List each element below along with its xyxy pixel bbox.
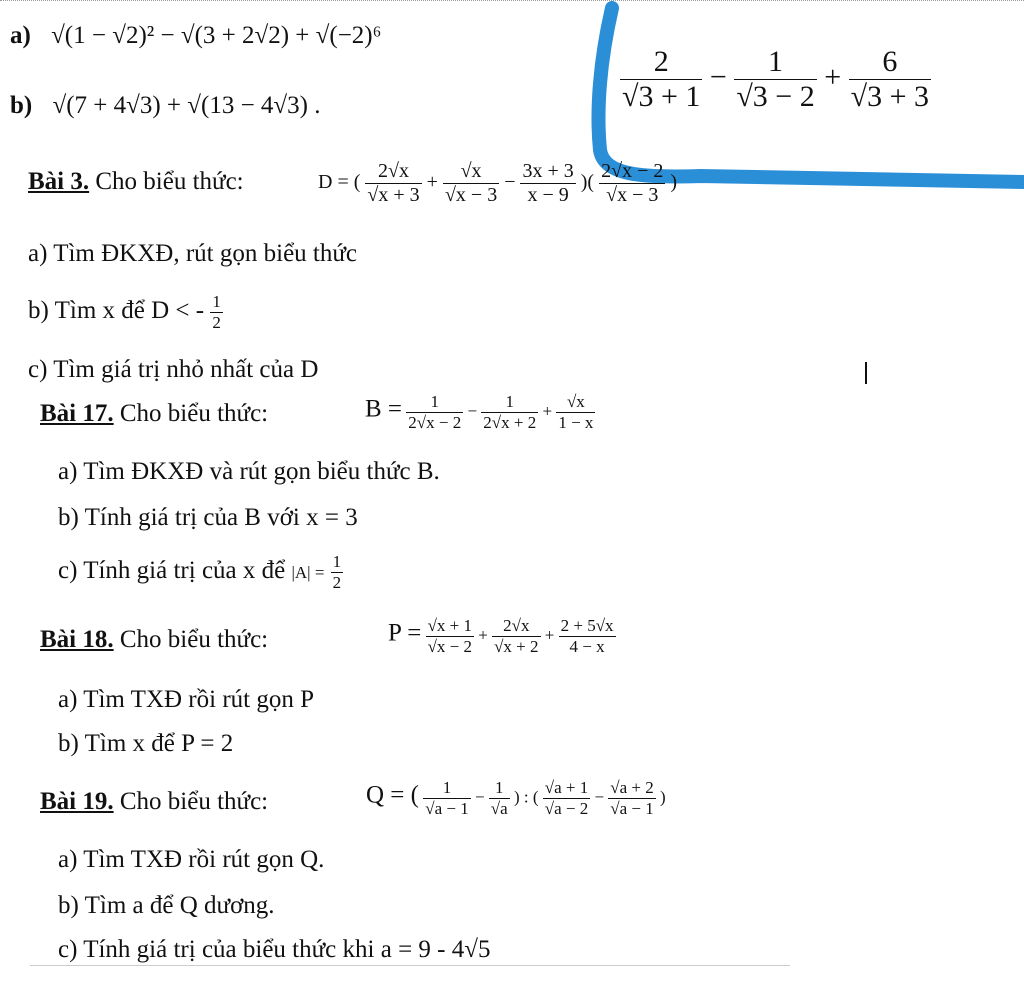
bai18-fraction-2 — [492, 616, 540, 657]
bai18-header — [40, 626, 268, 654]
bai3-f4-den: √x − 3 — [606, 184, 659, 206]
bai17-f3-den: 1 − x — [558, 413, 594, 432]
bai17-c-den: 2 — [332, 573, 342, 592]
bai17-fraction-1 — [406, 392, 463, 433]
bai18-f2-den: √x + 2 — [494, 637, 539, 656]
bai3-part-c: c) Tìm giá trị nhỏ nhất của D — [28, 356, 319, 383]
bai3-part-b — [28, 292, 223, 333]
bai3-f4-num: 2√x − 2 — [601, 160, 664, 182]
bai19-f4-den: √a − 1 — [610, 799, 654, 818]
bai17-formula: B = $\frac{1}{2√x - 2}$ − $\frac{1}{2√x + 2}$ + $\frac{√x}{1 - x}$ — [365, 392, 594, 432]
bai19-end: ) — [660, 787, 666, 807]
bai19-mid: ) : ( — [513, 787, 539, 807]
bai19-f1-num: 1 — [423, 778, 470, 799]
bai3-part-b-fraction — [210, 292, 223, 333]
bai17-f1-num: 1 — [406, 392, 463, 413]
bai3-f2-num: √x — [443, 160, 499, 184]
bai3-part-b-text: b) Tìm x để D < - — [28, 297, 205, 325]
bai17-c-num: 1 — [332, 552, 342, 571]
bai3-fraction-3 — [520, 160, 575, 207]
bai3-fraction-1 — [365, 160, 421, 207]
bai3-f2-den: √x − 3 — [444, 184, 498, 206]
bai18-part-b: b) Tìm x để P = 2 — [58, 730, 234, 757]
bai19-intro: Cho biểu thức: — [119, 788, 269, 815]
bai19-part-c: c) Tính giá trị của biểu thức khi a = 9 - 4√5 — [58, 936, 491, 963]
bai3-title: Bài 3. — [28, 168, 90, 195]
top-b-label: b) — [10, 92, 33, 119]
bai19-f1-den: √a − 1 — [425, 799, 469, 818]
bai17-f2-den: 2√x + 2 — [483, 413, 537, 432]
bai17-lhs: B = — [365, 395, 403, 423]
bai18-f1-num: √x + 1 — [427, 616, 472, 635]
bai3-intro: Cho biểu thức: — [95, 168, 244, 195]
bai19-fraction-4 — [608, 778, 655, 819]
bai19-f3-den: √a − 2 — [544, 799, 589, 818]
bai17-f1-den: 2√x − 2 — [408, 413, 462, 432]
bai19-formula: Q = ( $\frac{1}{√a - 1}$ − $\frac{1}{√a}$ ) : ( $\frac{√a + 1}{√a - 2}$ − $\frac{√a + 2}{√a - 1}$ ) — [366, 778, 666, 818]
bai18-intro: Cho biểu thức: — [119, 626, 269, 653]
bai3-f3-num: 3x + 3 — [522, 160, 574, 182]
bai3-part-a: a) Tìm ĐKXĐ, rút gọn biểu thức — [28, 240, 358, 267]
circled-fraction-1-denominator: √3 + 1 — [622, 80, 701, 113]
bai18-part-a: a) Tìm TXĐ rồi rút gọn P — [58, 686, 315, 713]
bai18-lhs: P = — [388, 619, 422, 647]
bai17-fraction-2 — [481, 392, 538, 433]
bai19-f2-num: 1 — [489, 778, 510, 799]
top-a-label: a) — [10, 22, 31, 49]
bai3-f1-num: 2√x — [365, 160, 421, 184]
circled-operator-2: + — [824, 60, 842, 94]
bai19-header — [40, 788, 268, 816]
bai17-part-c-text: c) Tính giá trị của x để — [58, 557, 286, 585]
top-a-expression: √(1 − √2)² − √(3 + 2√2) + √(−2)⁶ — [51, 22, 382, 49]
bai18-title: Bài 18. — [40, 626, 114, 653]
bai19-title: Bài 19. — [40, 788, 114, 815]
bai17-part-c — [58, 552, 343, 593]
bai18-fraction-1 — [426, 616, 474, 657]
bai17-part-a: a) Tìm ĐKXĐ và rút gọn biểu thức B. — [58, 458, 440, 485]
bai3-f1-den: √x + 3 — [367, 184, 420, 206]
circled-fraction-2-numerator: 1 — [734, 45, 816, 80]
bai17-f2-num: 1 — [481, 392, 538, 413]
bai18-f3-den: 4 − x — [569, 637, 605, 656]
bai17-title: Bài 17. — [40, 400, 114, 427]
bai19-f4-num: √a + 2 — [610, 778, 654, 797]
bai19-part-a: a) Tìm TXĐ rồi rút gọn Q. — [58, 846, 325, 873]
bai3-fraction-2 — [443, 160, 499, 207]
bai17-intro: Cho biểu thức: — [119, 400, 269, 427]
circled-fraction-2-denominator: √3 − 2 — [736, 80, 815, 113]
bai19-fraction-3 — [543, 778, 590, 819]
bai19-part-b: b) Tìm a để Q dương. — [58, 892, 275, 919]
bai19-fraction-2 — [489, 778, 510, 819]
circled-operator-1: − — [709, 60, 727, 94]
bai18-formula: P = $\frac{√x + 1}{√x - 2}$ + $\frac{2√x}{√x + 2}$ + $\frac{2 + 5√x}{4 - x}$ — [388, 616, 614, 656]
bai18-f3-num: 2 + 5√x — [560, 616, 614, 635]
text-cursor — [865, 362, 867, 384]
circled-fraction-3-denominator: √3 + 3 — [850, 80, 930, 113]
bai17-part-c-fraction — [331, 552, 344, 593]
bai18-f1-den: √x − 2 — [427, 637, 472, 656]
circled-fraction-3-numerator: 6 — [849, 45, 931, 80]
bai19-f2-den: √a — [490, 799, 508, 818]
top-b-expression: √(7 + 4√3) + √(13 − 4√3) . — [52, 92, 321, 119]
bai3-b-den: 2 — [212, 313, 221, 332]
bai17-part-b: b) Tính giá trị của B với x = 3 — [58, 504, 358, 531]
bai17-header — [40, 400, 268, 428]
bai18-f2-num: 2√x — [492, 616, 540, 637]
bai17-f3-num: √x — [556, 392, 595, 413]
bai17-part-c-abs: |A| = — [291, 563, 325, 583]
circled-fraction-1-numerator: 2 — [620, 45, 702, 80]
bai18-fraction-3 — [559, 616, 616, 657]
bai3-f3-den: x − 9 — [527, 184, 569, 206]
bai3-fraction-4 — [599, 160, 665, 207]
bai19-f3-num: √a + 1 — [544, 778, 589, 797]
bottom-divider — [30, 965, 790, 966]
bai3-formula: D = ( $\frac{2√x}{√x + 3}$ + $\frac{√x}{√x - 3}$ − $\frac{3x + 3}{x - 9}$ )( $\frac{2√x - 2}{√x - 3}$ ) — [318, 160, 678, 206]
bai19-lhs: Q = ( — [366, 781, 419, 809]
bai3-b-num: 1 — [212, 292, 221, 311]
bai3-header — [28, 168, 244, 196]
bai19-fraction-1 — [423, 778, 470, 819]
bai17-fraction-3 — [556, 392, 595, 433]
